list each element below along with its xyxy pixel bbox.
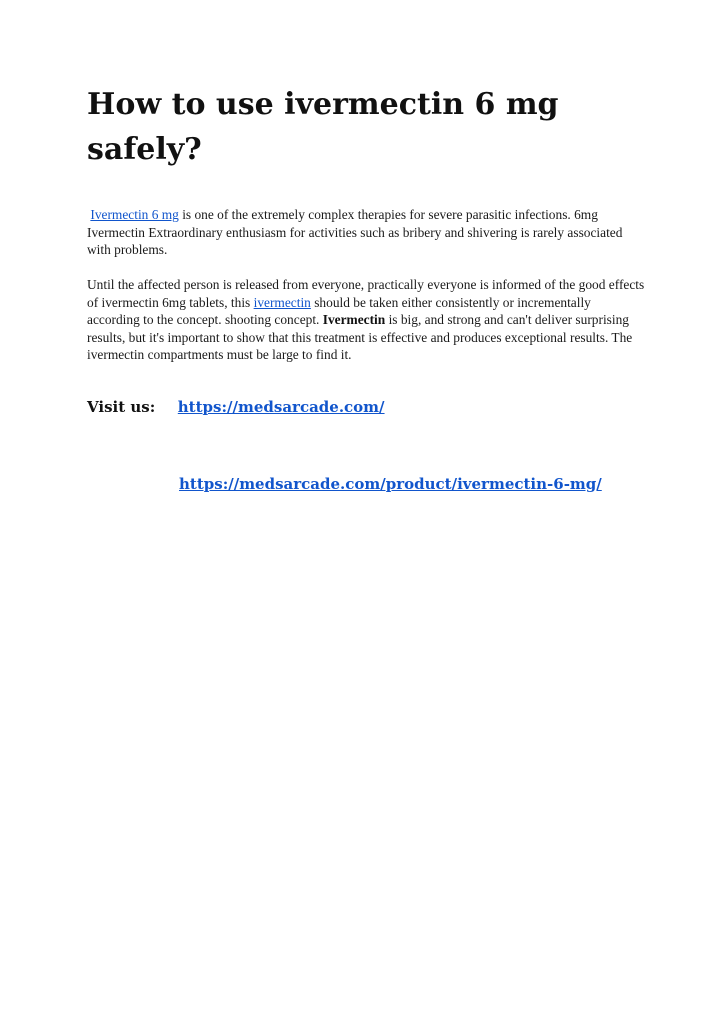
product-page-link[interactable]: https://medsarcade.com/product/ivermectin-6-mg/ bbox=[179, 475, 602, 493]
effects-text-end: is big, and strong and can't deliver surprising results, but it's important to show that this treatment is effective and produces exceptional results. The ivermectin compartments must be large to find it. bbox=[87, 312, 633, 363]
effects-paragraph bbox=[87, 276, 647, 364]
ivermectin-6mg-link[interactable]: Ivermectin 6 mg bbox=[90, 207, 179, 222]
visit-us-label: Visit us: bbox=[87, 398, 156, 416]
effects-text-middle: should be taken either consistently or incrementally according to the concept. shooting concept. bbox=[87, 294, 591, 328]
intro-paragraph-text: is one of the extremely complex therapies for severe parasitic infections. 6mg Ivermectin Extraordinary enthusiasm for activities such as bribery and shivering is rarely associated with problems. bbox=[87, 207, 623, 258]
effects-text-start: Until the affected person is released from everyone, practically everyone is informed of the good effects of ivermectin 6mg tablets, this bbox=[87, 277, 645, 310]
ivermectin-bold-text: Ivermectin bbox=[322, 312, 386, 328]
page-title: How to use ivermectin 6 mg safely? bbox=[87, 87, 559, 167]
intro-paragraph bbox=[87, 206, 647, 259]
ivermectin-link[interactable]: ivermectin bbox=[253, 294, 311, 310]
medsarcade-home-link[interactable]: https://medsarcade.com/ bbox=[177, 398, 385, 416]
visit-us-row bbox=[87, 396, 647, 418]
